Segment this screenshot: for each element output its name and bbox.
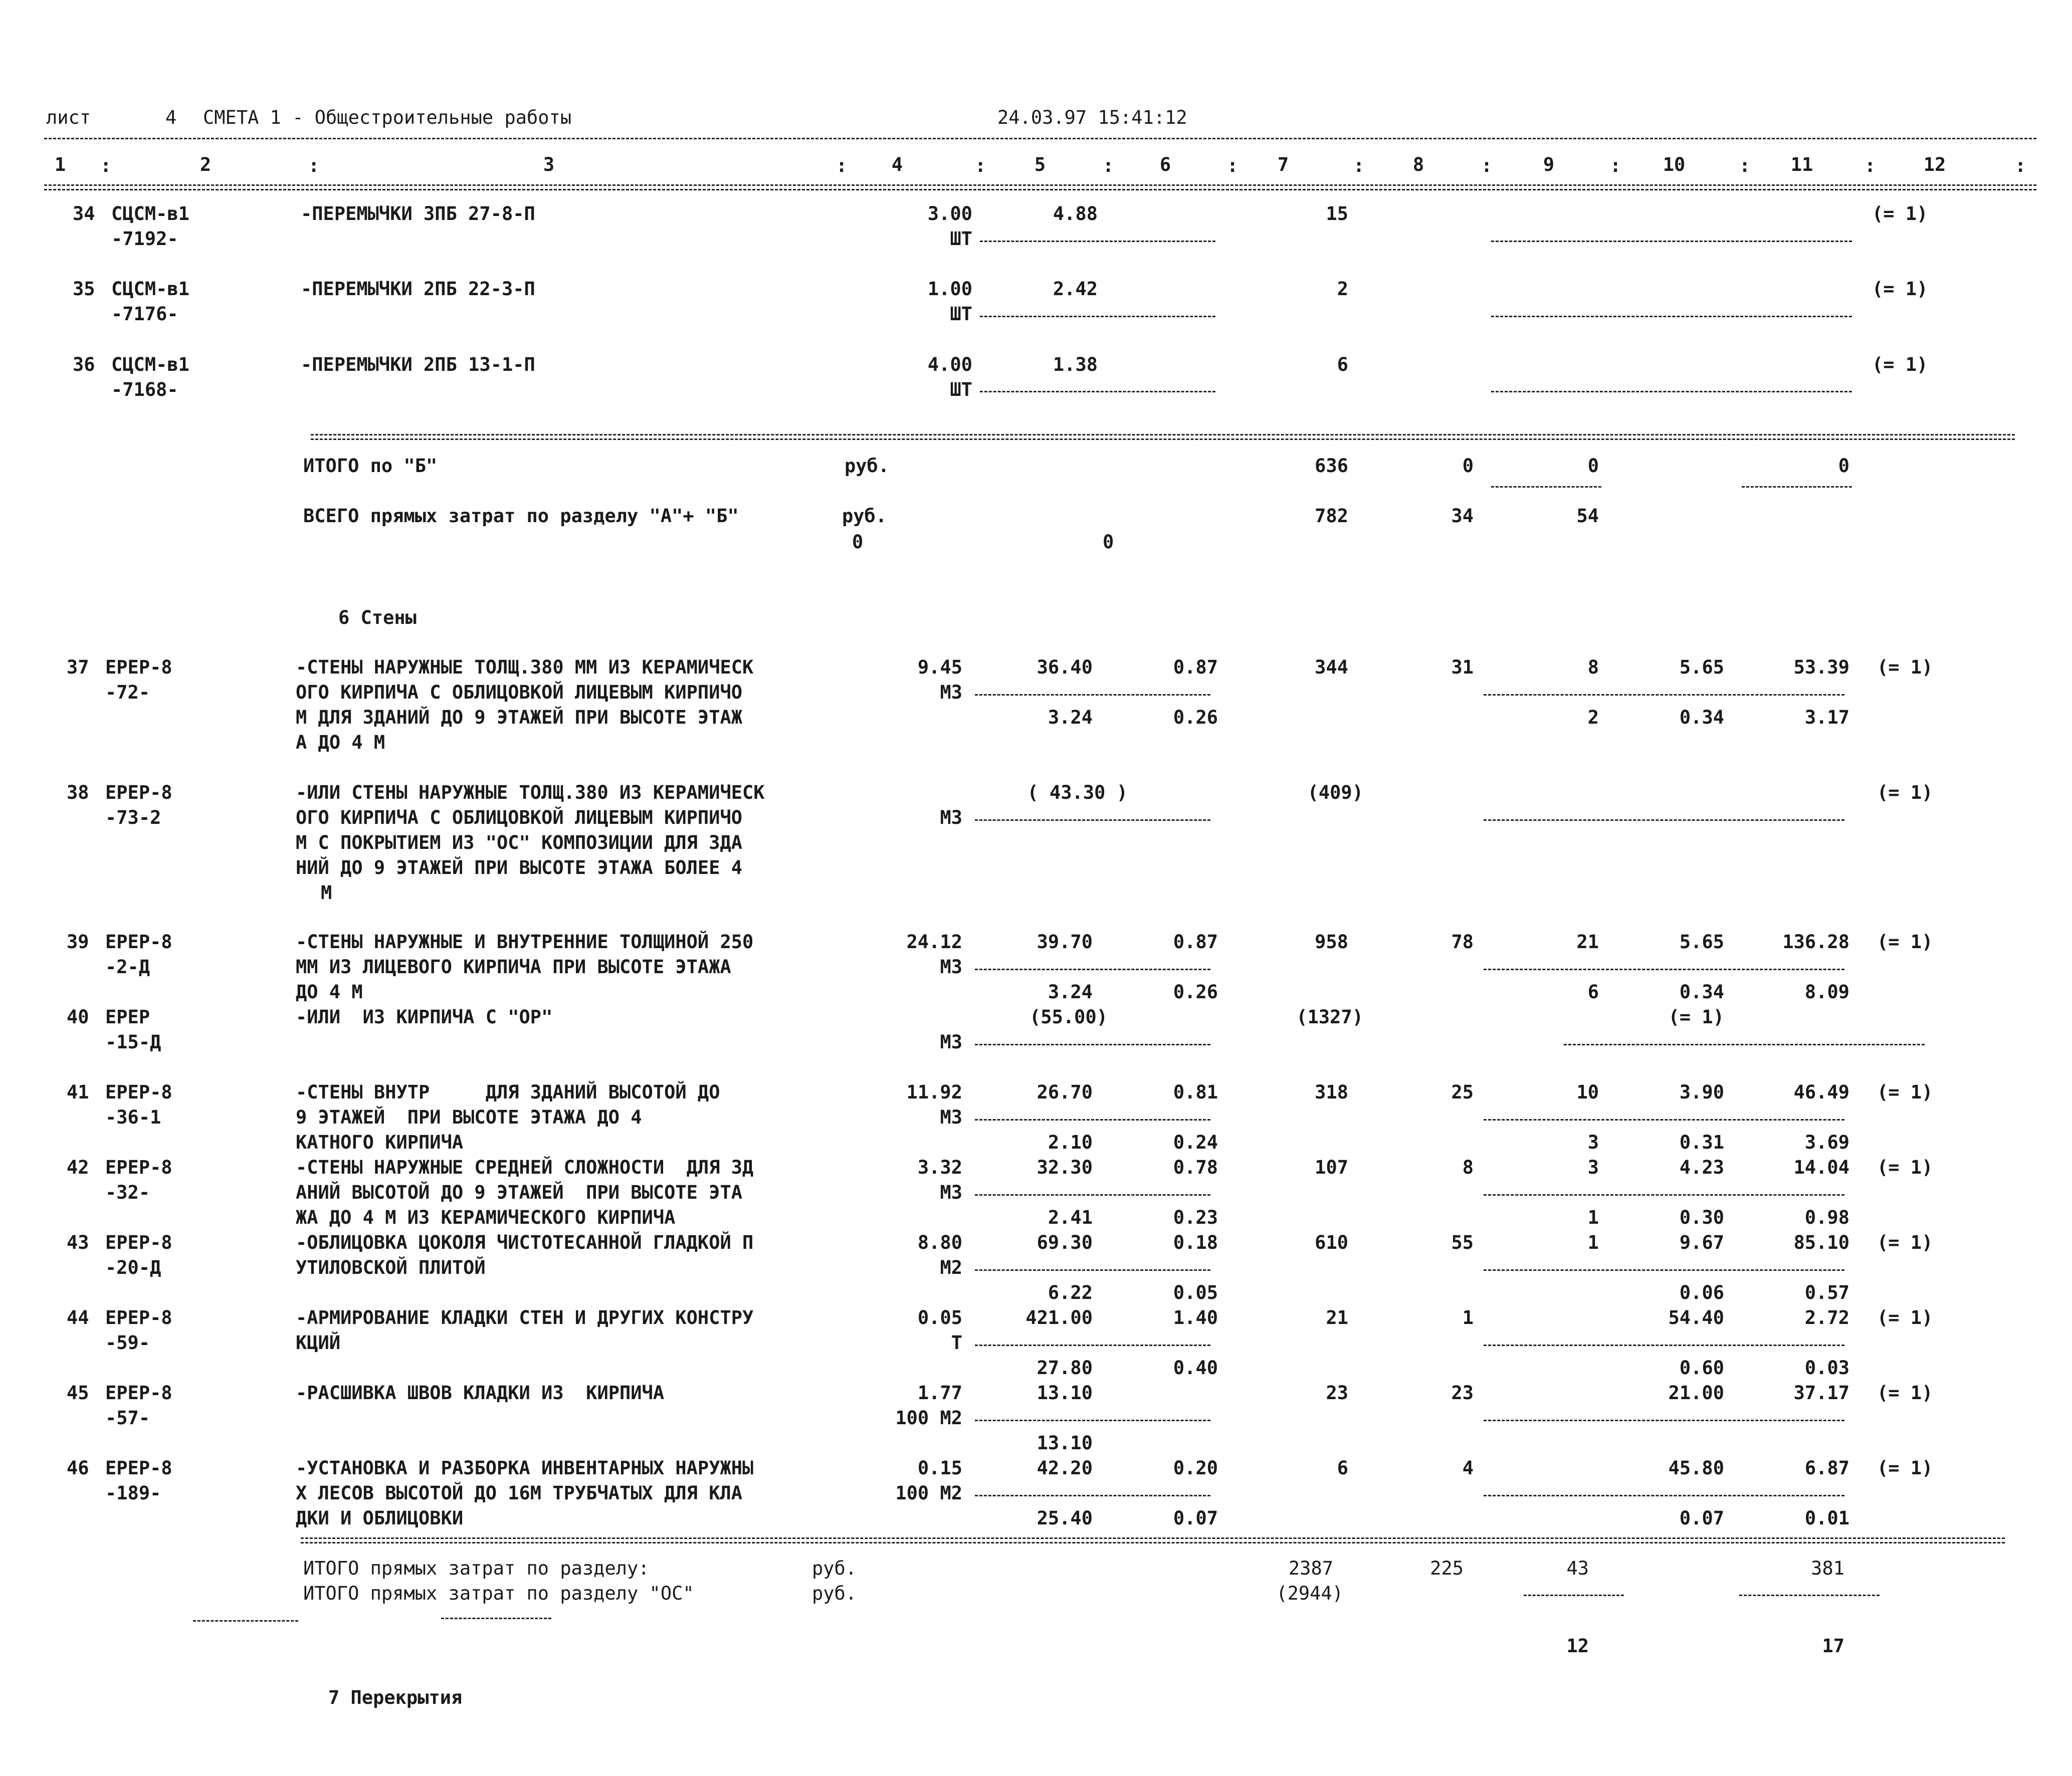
col-separator: : <box>1103 155 1114 176</box>
coefficient: (= 1) <box>1872 354 1928 375</box>
sub-col10: 0.06 <box>1679 1282 1724 1303</box>
col9-value: 1 <box>1587 1232 1599 1253</box>
work-description: -ОБЛИЦОВКА ЦОКОЛЯ ЧИСТОТЕСАННОЙ ГЛАДКОЙ П <box>296 1232 754 1253</box>
row-number: 35 <box>73 278 95 300</box>
col11-value: 2.72 <box>1804 1307 1849 1328</box>
rate-code-number: -189- <box>105 1482 161 1504</box>
sub-col6: 0.26 <box>1173 981 1218 1003</box>
section-total-col7: 2387 <box>1288 1558 1333 1579</box>
row-number: 36 <box>73 354 95 375</box>
col-separator: : <box>1610 155 1621 176</box>
sub-col10: 0.30 <box>1679 1207 1724 1228</box>
total-cost: 23 <box>1326 1382 1348 1404</box>
col-5-header: 5 <box>1034 154 1046 175</box>
row-underline <box>980 241 1215 242</box>
col11-value: 14.04 <box>1793 1157 1849 1178</box>
unit: М3 <box>940 682 962 703</box>
rate-code: СЦСМ-в1 <box>111 354 189 375</box>
row-number: 42 <box>67 1157 89 1178</box>
unit: М3 <box>940 1182 962 1203</box>
row-underline <box>980 316 1215 317</box>
work-description: -СТЕНЫ ВНУТР ДЛЯ ЗДАНИЙ ВЫСОТОЙ ДО <box>296 1081 720 1103</box>
row-underline <box>1484 1420 1844 1421</box>
col-separator: : <box>1353 155 1365 176</box>
total-cost: 21 <box>1326 1307 1348 1328</box>
sub-unit-price: 6.22 <box>1048 1282 1093 1303</box>
sub-unit-price: 13.10 <box>1037 1432 1093 1454</box>
col-separator: : <box>1227 155 1238 176</box>
unit: ШТ <box>950 379 972 400</box>
work-description: ЖА ДО 4 М ИЗ КЕРАМИЧЕСКОГО КИРПИЧА <box>296 1207 676 1228</box>
work-description: ММ ИЗ ЛИЦЕВОГО КИРПИЧА ПРИ ВЫСОТЕ ЭТАЖА <box>296 956 731 978</box>
row-underline <box>1491 316 1852 317</box>
rate-code-number: -36-1 <box>105 1106 161 1128</box>
row-number: 45 <box>67 1382 89 1404</box>
work-description: -СТЕНЫ НАРУЖНЫЕ СРЕДНЕЙ СЛОЖНОСТИ ДЛЯ ЗД <box>296 1157 754 1178</box>
col10-value: (= 1) <box>1668 1006 1724 1028</box>
row-underline <box>975 1495 1210 1496</box>
sub-col10: 0.34 <box>1679 707 1724 728</box>
coefficient: (= 1) <box>1877 1457 1933 1479</box>
sub-col10: 0.07 <box>1679 1507 1724 1529</box>
col-separator: : <box>308 155 320 176</box>
unit-price: 39.70 <box>1037 931 1093 953</box>
work-description: КАТНОГО КИРПИЧА <box>296 1132 464 1153</box>
rate-code: ЕРЕР-8 <box>105 1457 172 1479</box>
row-underline <box>975 694 1210 696</box>
work-description: ОГО КИРПИЧА С ОБЛИЦОВКОЙ ЛИЦЕВЫМ КИРПИЧО <box>296 807 743 828</box>
section-total-os-col7: (2944) <box>1276 1583 1343 1604</box>
work-description: ОГО КИРПИЧА С ОБЛИЦОВКОЙ ЛИЦЕВЫМ КИРПИЧО <box>296 682 743 703</box>
total-ab-label: ВСЕГО прямых затрат по разделу "А"+ "Б" <box>303 505 739 527</box>
col8-value: 1 <box>1462 1307 1474 1328</box>
row-number: 40 <box>67 1006 89 1028</box>
col-10-header: 10 <box>1663 154 1686 175</box>
rate-code-number: -73-2 <box>105 807 161 828</box>
header-double-rule <box>44 184 2036 190</box>
totals-b-label: ИТОГО по "Б" <box>303 455 438 477</box>
col-2-header: 2 <box>199 154 212 175</box>
col-6-header: 6 <box>1159 154 1171 175</box>
unit-price: 69.30 <box>1037 1232 1093 1253</box>
unit: ШТ <box>950 303 972 325</box>
section-total-label: ИТОГО прямых затрат по разделу: <box>303 1558 650 1579</box>
col6-value: 0.81 <box>1173 1081 1218 1103</box>
section-total-os-label: ИТОГО прямых затрат по разделу "ОС" <box>303 1583 694 1604</box>
col9-value: 10 <box>1576 1081 1599 1103</box>
rate-code: ЕРЕР <box>105 1006 150 1028</box>
work-description: -СТЕНЫ НАРУЖНЫЕ ТОЛЩ.380 ММ ИЗ КЕРАМИЧЕСК <box>296 656 754 678</box>
col-7-header: 7 <box>1277 154 1289 175</box>
section-total-col9: 43 <box>1566 1558 1589 1579</box>
total-ab-sub-col6: 0 <box>1103 531 1114 553</box>
unit-price: 2.42 <box>1053 278 1098 300</box>
totals-double-rule <box>311 434 2015 440</box>
estimate-title: СМЕТА 1 - Общестроительные работы <box>203 107 572 128</box>
row-number: 34 <box>73 203 95 225</box>
rate-code-number: -7168- <box>111 379 178 400</box>
section-heading-walls: 6 Стены <box>338 607 417 628</box>
col6-value: 0.78 <box>1173 1157 1218 1178</box>
quantity: 8.80 <box>917 1232 962 1253</box>
rate-code: ЕРЕР-8 <box>105 931 172 953</box>
coefficient: (= 1) <box>1877 1081 1933 1103</box>
row-underline <box>975 1194 1210 1196</box>
col-1-header: 1 <box>54 154 66 175</box>
col11-value: 6.87 <box>1804 1457 1849 1479</box>
rate-code-number: -57- <box>105 1407 150 1429</box>
sub-unit-price: 3.24 <box>1048 707 1093 728</box>
col8-value: 78 <box>1451 931 1474 953</box>
col6-value: 0.18 <box>1173 1232 1218 1253</box>
quantity: 1.77 <box>917 1382 962 1404</box>
totals-underline <box>1491 486 1601 488</box>
work-description: -СТЕНЫ НАРУЖНЫЕ И ВНУТРЕННИЕ ТОЛЩИНОЙ 250 <box>296 931 754 953</box>
rate-code: СЦСМ-в1 <box>111 203 189 225</box>
col11-value: 46.49 <box>1793 1081 1849 1103</box>
col8-value: 4 <box>1462 1457 1474 1479</box>
col8-value: 23 <box>1451 1382 1474 1404</box>
unit: Т <box>951 1332 962 1354</box>
col8-value: 8 <box>1462 1157 1474 1178</box>
work-description: УТИЛОВСКОЙ ПЛИТОЙ <box>296 1257 486 1278</box>
sub-col10: 0.31 <box>1679 1132 1724 1153</box>
unit-price: 4.88 <box>1053 203 1098 225</box>
total-cost: 6 <box>1337 1457 1348 1479</box>
work-description: -ПЕРЕМЫЧКИ 2ПБ 13-1-П <box>301 354 535 375</box>
row-underline <box>1484 819 1844 821</box>
col6-value: 0.87 <box>1173 931 1218 953</box>
unit-price: (55.00) <box>1029 1006 1108 1028</box>
row-underline <box>1484 1119 1844 1121</box>
quantity: 9.45 <box>917 656 962 678</box>
row-underline <box>975 1269 1210 1271</box>
work-description: -ИЛИ СТЕНЫ НАРУЖНЫЕ ТОЛЩ.380 ИЗ КЕРАМИЧЕСК <box>296 782 765 803</box>
quantity: 11.92 <box>906 1081 962 1103</box>
sub-col11: 8.09 <box>1804 981 1849 1003</box>
sub-col10: 0.60 <box>1679 1357 1724 1379</box>
col11-value: 37.17 <box>1793 1382 1849 1404</box>
col9-value: 3 <box>1587 1157 1599 1178</box>
coefficient: (= 1) <box>1877 1307 1933 1328</box>
col10-value: 3.90 <box>1679 1081 1724 1103</box>
rate-code-number: -15-Д <box>105 1031 161 1053</box>
rate-code-number: -32- <box>105 1182 150 1203</box>
col-separator: : <box>1864 155 1876 176</box>
coefficient: (= 1) <box>1872 278 1928 300</box>
col-12-header: 12 <box>1923 154 1946 175</box>
sub-col6: 0.07 <box>1173 1507 1218 1529</box>
rate-code-number: -7176- <box>111 303 178 325</box>
work-description: АНИЙ ВЫСОТОЙ ДО 9 ЭТАЖЕЙ ПРИ ВЫСОТЕ ЭТА <box>296 1182 743 1203</box>
unit: М3 <box>940 956 962 978</box>
row-number: 44 <box>67 1307 89 1328</box>
rate-code: ЕРЕР-8 <box>105 656 172 678</box>
row-underline <box>980 391 1215 392</box>
row-underline <box>975 819 1210 821</box>
sub-col6: 0.40 <box>1173 1357 1218 1379</box>
quantity: 4.00 <box>927 354 972 375</box>
sub-col6: 0.26 <box>1173 707 1218 728</box>
row-underline <box>975 1119 1210 1121</box>
work-description: КЦИЙ <box>296 1332 341 1354</box>
unit-price: 42.20 <box>1037 1457 1093 1479</box>
rate-code-number: -59- <box>105 1332 150 1354</box>
sub-col9: 2 <box>1587 707 1599 728</box>
rate-code: ЕРЕР-8 <box>105 1307 172 1328</box>
quantity: 24.12 <box>906 931 962 953</box>
totals-b-unit: руб. <box>845 455 890 477</box>
quantity: 0.15 <box>917 1457 962 1479</box>
unit: М3 <box>940 1031 962 1053</box>
total-cost: (409) <box>1307 782 1363 803</box>
sub-col10: 0.34 <box>1679 981 1724 1003</box>
coefficient: (= 1) <box>1877 1232 1933 1253</box>
total-cost: 107 <box>1315 1157 1348 1178</box>
unit-price: 26.70 <box>1037 1081 1093 1103</box>
sub-col11: 0.03 <box>1804 1357 1849 1379</box>
col-3-header: 3 <box>543 154 555 175</box>
header-rule <box>44 138 2036 139</box>
coefficient: (= 1) <box>1877 656 1933 678</box>
row-underline <box>1484 1345 1844 1346</box>
sub-col11: 3.17 <box>1804 707 1849 728</box>
col10-value: 4.23 <box>1679 1157 1724 1178</box>
row-underline <box>1491 241 1852 242</box>
coefficient: (= 1) <box>1877 1382 1933 1404</box>
rate-code: ЕРЕР-8 <box>105 1232 172 1253</box>
work-description: -РАСШИВКА ШВОВ КЛАДКИ ИЗ КИРПИЧА <box>296 1382 665 1404</box>
col11-value: 136.28 <box>1782 931 1849 953</box>
sub-unit-price: 25.40 <box>1037 1507 1093 1529</box>
sub-col11: 0.98 <box>1804 1207 1849 1228</box>
sheet-label: лист <box>46 107 91 128</box>
totals-b-col9: 0 <box>1587 455 1599 477</box>
col11-value: 53.39 <box>1793 656 1849 678</box>
section-totals-double-rule <box>301 1537 2005 1543</box>
work-description: М <box>321 882 332 904</box>
unit-price: 1.38 <box>1053 354 1098 375</box>
rate-code: ЕРЕР-8 <box>105 1081 172 1103</box>
sub-unit-price: 27.80 <box>1037 1357 1093 1379</box>
col-4-header: 4 <box>891 154 903 175</box>
col-9-header: 9 <box>1543 154 1555 175</box>
totals-underline <box>441 1618 551 1619</box>
row-number: 41 <box>67 1081 89 1103</box>
row-underline <box>1484 969 1844 970</box>
coefficient: (= 1) <box>1877 931 1933 953</box>
section-total-sub-col9: 12 <box>1566 1635 1589 1657</box>
total-cost: 318 <box>1315 1081 1348 1103</box>
rate-code-number: -2-Д <box>105 956 150 978</box>
unit: М2 <box>940 1257 962 1278</box>
total-cost: 15 <box>1326 203 1348 225</box>
col10-value: 21.00 <box>1668 1382 1724 1404</box>
work-description: М ДЛЯ ЗДАНИЙ ДО 9 ЭТАЖЕЙ ПРИ ВЫСОТЕ ЭТАЖ <box>296 707 743 728</box>
totals-underline <box>1524 1595 1624 1596</box>
row-number: 38 <box>67 782 89 803</box>
unit-price: 32.30 <box>1037 1157 1093 1178</box>
unit-price: 421.00 <box>1025 1307 1093 1328</box>
work-description: М С ПОКРЫТИЕМ ИЗ "ОС" КОМПОЗИЦИИ ДЛЯ ЗДА <box>296 832 743 853</box>
work-description: НИЙ ДО 9 ЭТАЖЕЙ ПРИ ВЫСОТЕ ЭТАЖА БОЛЕЕ 4 <box>296 857 743 878</box>
col6-value: 0.87 <box>1173 656 1218 678</box>
totals-underline <box>193 1620 298 1622</box>
total-cost: 6 <box>1337 354 1348 375</box>
col-separator: : <box>1481 155 1493 176</box>
total-ab-col7: 782 <box>1315 505 1348 527</box>
row-number: 46 <box>67 1457 89 1479</box>
sub-col6: 0.24 <box>1173 1132 1218 1153</box>
sub-col6: 0.23 <box>1173 1207 1218 1228</box>
quantity: 0.05 <box>917 1307 962 1328</box>
coefficient: (= 1) <box>1877 1157 1933 1178</box>
col-separator: : <box>975 155 986 176</box>
coefficient: (= 1) <box>1877 782 1933 803</box>
rate-code-number: -20-Д <box>105 1257 161 1278</box>
sub-col9: 6 <box>1587 981 1599 1003</box>
quantity: 3.00 <box>927 203 972 225</box>
unit: 100 М2 <box>895 1407 962 1429</box>
work-description: -ПЕРЕМЫЧКИ 2ПБ 22-3-П <box>301 278 535 300</box>
sub-unit-price: 2.10 <box>1048 1132 1093 1153</box>
row-underline <box>1484 1269 1844 1271</box>
col10-value: 5.65 <box>1679 656 1724 678</box>
work-description: -АРМИРОВАНИЕ КЛАДКИ СТЕН И ДРУГИХ КОНСТРУ <box>296 1307 754 1328</box>
total-cost: 958 <box>1315 931 1348 953</box>
unit: 100 М2 <box>895 1482 962 1504</box>
row-number: 39 <box>67 931 89 953</box>
print-datetime: 24.03.97 15:41:12 <box>997 107 1187 128</box>
unit: М3 <box>940 807 962 828</box>
rate-code: ЕРЕР-8 <box>105 782 172 803</box>
col9-value: 21 <box>1576 931 1599 953</box>
total-ab-sub-unit: 0 <box>852 531 864 553</box>
col10-value: 54.40 <box>1668 1307 1724 1328</box>
total-cost: 2 <box>1337 278 1348 300</box>
col-separator: : <box>1739 155 1751 176</box>
row-underline <box>975 1044 1210 1045</box>
total-ab-col9: 54 <box>1576 505 1599 527</box>
totals-b-col11: 0 <box>1838 455 1849 477</box>
work-description: А ДО 4 М <box>296 732 385 753</box>
total-ab-unit: руб. <box>842 505 887 527</box>
section-total-col11: 381 <box>1811 1558 1844 1579</box>
col10-value: 5.65 <box>1679 931 1724 953</box>
rate-code-number: -72- <box>105 682 150 703</box>
sub-col9: 1 <box>1587 1207 1599 1228</box>
unit-price: 13.10 <box>1037 1382 1093 1404</box>
col8-value: 25 <box>1451 1081 1474 1103</box>
sub-col6: 0.05 <box>1173 1282 1218 1303</box>
sub-unit-price: 3.24 <box>1048 981 1093 1003</box>
col-separator: : <box>836 155 848 176</box>
row-number: 43 <box>67 1232 89 1253</box>
rate-code: ЕРЕР-8 <box>105 1382 172 1404</box>
work-description: 9 ЭТАЖЕЙ ПРИ ВЫСОТЕ ЭТАЖА ДО 4 <box>296 1106 642 1128</box>
rate-code: ЕРЕР-8 <box>105 1157 172 1178</box>
section-total-sub-col11: 17 <box>1822 1635 1844 1657</box>
section-total-os-unit: руб. <box>812 1583 857 1604</box>
quantity: 3.32 <box>917 1157 962 1178</box>
work-description: -ПЕРЕМЫЧКИ 3ПБ 27-8-П <box>301 203 535 225</box>
row-underline <box>1491 391 1852 392</box>
col-8-header: 8 <box>1412 154 1424 175</box>
totals-underline <box>1742 486 1852 488</box>
unit-price: 36.40 <box>1037 656 1093 678</box>
rate-code-number: -7192- <box>111 228 178 250</box>
row-underline <box>1564 1044 1925 1045</box>
sub-unit-price: 2.41 <box>1048 1207 1093 1228</box>
unit: ШТ <box>950 228 972 250</box>
unit-price: ( 43.30 ) <box>1027 782 1128 803</box>
col11-value: 85.10 <box>1793 1232 1849 1253</box>
work-description: ДКИ И ОБЛИЦОВКИ <box>296 1507 464 1529</box>
col6-value: 0.20 <box>1173 1457 1218 1479</box>
unit: М3 <box>940 1106 962 1128</box>
col-separator: : <box>2015 155 2026 176</box>
row-underline <box>1484 1495 1844 1496</box>
col10-value: 45.80 <box>1668 1457 1724 1479</box>
col10-value: 9.67 <box>1679 1232 1724 1253</box>
col8-value: 55 <box>1451 1232 1474 1253</box>
col9-value: 8 <box>1587 656 1599 678</box>
work-description: -УСТАНОВКА И РАЗБОРКА ИНВЕНТАРНЫХ НАРУЖНЫ <box>296 1457 754 1479</box>
total-cost: 610 <box>1315 1232 1348 1253</box>
coefficient: (= 1) <box>1872 203 1928 225</box>
work-description: -ИЛИ ИЗ КИРПИЧА С "ОР" <box>296 1006 553 1028</box>
sub-col11: 3.69 <box>1804 1132 1849 1153</box>
sheet-number: 4 <box>165 107 177 128</box>
row-underline <box>1484 694 1844 696</box>
section-total-unit: руб. <box>812 1558 857 1579</box>
totals-underline <box>1739 1595 1880 1596</box>
row-underline <box>975 969 1210 970</box>
col8-value: 31 <box>1451 656 1474 678</box>
col-11-header: 11 <box>1790 154 1813 175</box>
total-cost: (1327) <box>1296 1006 1363 1028</box>
work-description: ДО 4 М <box>296 981 363 1003</box>
sub-col11: 0.57 <box>1804 1282 1849 1303</box>
row-underline <box>1484 1194 1844 1196</box>
row-underline <box>975 1345 1210 1346</box>
section-total-col8: 225 <box>1430 1558 1464 1579</box>
total-cost: 344 <box>1315 656 1348 678</box>
total-ab-col8: 34 <box>1451 505 1474 527</box>
col-separator: : <box>100 155 112 176</box>
sub-col11: 0.01 <box>1804 1507 1849 1529</box>
work-description: Х ЛЕСОВ ВЫСОТОЙ ДО 16М ТРУБЧАТЫХ ДЛЯ КЛА <box>296 1482 743 1504</box>
quantity: 1.00 <box>927 278 972 300</box>
row-underline <box>975 1420 1210 1421</box>
section-heading-floors: 7 Перекрытия <box>328 1687 463 1708</box>
totals-b-col8: 0 <box>1462 455 1474 477</box>
row-number: 37 <box>67 656 89 678</box>
sub-col9: 3 <box>1587 1132 1599 1153</box>
totals-b-col7: 636 <box>1315 455 1348 477</box>
col6-value: 1.40 <box>1173 1307 1218 1328</box>
rate-code: СЦСМ-в1 <box>111 278 189 300</box>
